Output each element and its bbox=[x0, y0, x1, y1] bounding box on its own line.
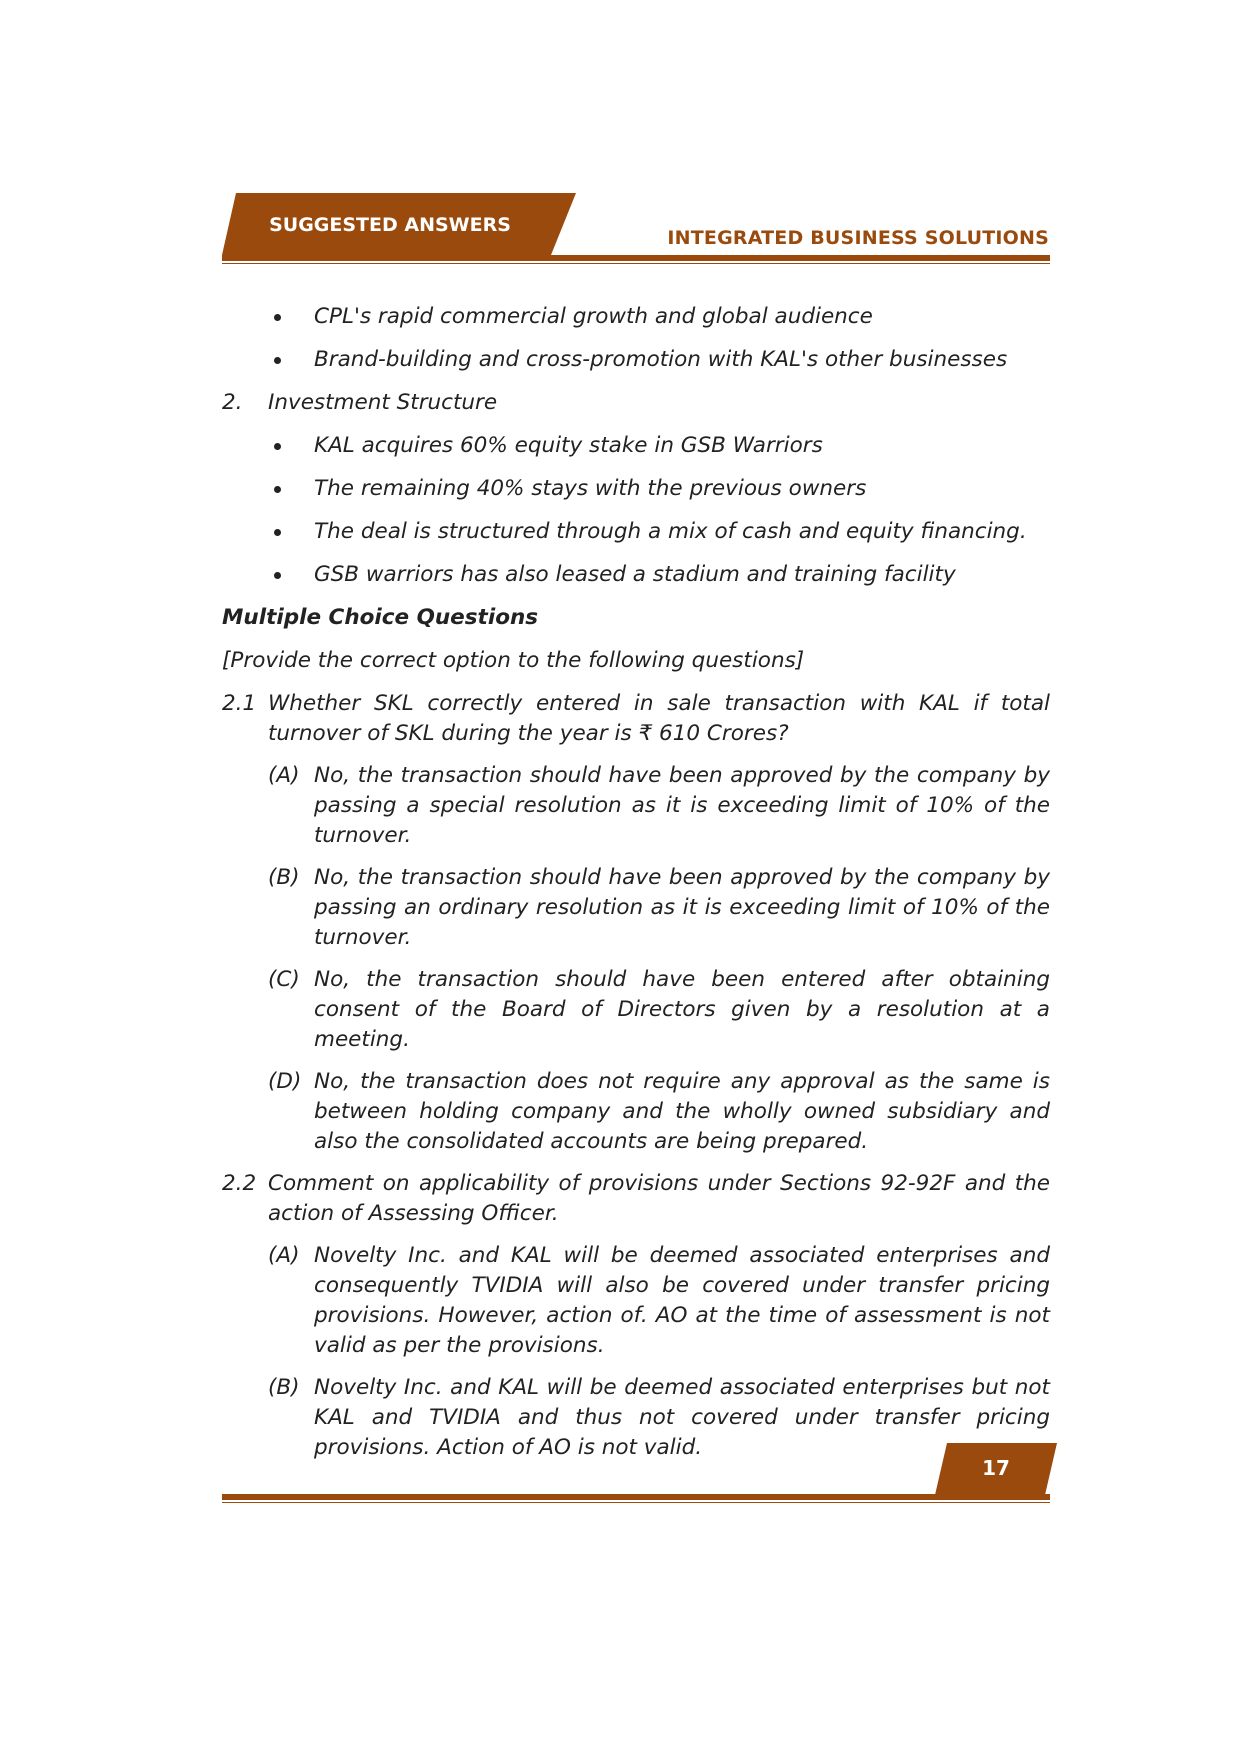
bullet-icon bbox=[274, 314, 281, 321]
page-content bbox=[222, 302, 1050, 1475]
bullet-icon bbox=[274, 486, 281, 493]
mcq-instruction: [Provide the correct option to the following questions] bbox=[222, 648, 805, 673]
answer-option: (B) No, the transaction should have been approved by the company by passing an ordinary resolution as it is exceeding limit of 10% of the turnover. bbox=[268, 865, 1050, 950]
header-right-title: INTEGRATED BUSINESS SOLUTIONS bbox=[667, 227, 1049, 249]
bullet-item: KAL acquires 60% equity stake in GSB Warriors bbox=[222, 431, 1050, 461]
answer-option: (B) Novelty Inc. and KAL will be deemed associated enterprises but not KAL and TVIDIA and thus not covered under transfer pricing provisions. Action of AO is not valid. bbox=[268, 1375, 1050, 1460]
answer-option: (A) Novelty Inc. and KAL will be deemed associated enterprises and consequently TVIDIA will also be covered under transfer pricing provisions. However, action of. AO at the time of assessment is not valid as per the provisions. bbox=[268, 1243, 1050, 1358]
answer-option: (C) No, the transaction should have been entered after obtaining consent of the Board of Directors given by a resolution at a meeting. bbox=[268, 967, 1050, 1052]
bullet-item: CPL's rapid commercial growth and global audience bbox=[222, 302, 1050, 332]
question: 2.2 Comment on applicability of provisions under Sections 92-92F and the action of Assessing Officer. bbox=[222, 1171, 1050, 1226]
bullet-icon bbox=[274, 572, 281, 579]
page-number: 17 bbox=[982, 1456, 1010, 1480]
bullet-icon bbox=[274, 357, 281, 364]
header-rule bbox=[222, 255, 1050, 261]
footer-rule-thin bbox=[222, 1502, 1050, 1503]
bullet-item: The deal is structured through a mix of cash and equity financing. bbox=[222, 517, 1050, 547]
bullet-item: GSB warriors has also leased a stadium and training facility bbox=[222, 560, 1050, 590]
bullet-icon bbox=[274, 529, 281, 536]
bullet-item: Brand-building and cross-promotion with KAL's other businesses bbox=[222, 345, 1050, 375]
header-left-label: SUGGESTED ANSWERS bbox=[269, 214, 511, 236]
section-heading: 2. Investment Structure bbox=[222, 390, 498, 415]
bullet-icon bbox=[274, 443, 281, 450]
mcq-heading: Multiple Choice Questions bbox=[222, 605, 539, 630]
footer-rule bbox=[222, 1494, 1050, 1500]
bullet-item: The remaining 40% stays with the previous owners bbox=[222, 474, 1050, 504]
question: 2.1 Whether SKL correctly entered in sale transaction with KAL if total turnover of SKL during the year is ₹ 610 Crores? bbox=[222, 691, 1050, 746]
answer-option: (D) No, the transaction does not require any approval as the same is between holding company and the wholly owned subsidiary and also the consolidated accounts are being prepared. bbox=[268, 1069, 1050, 1154]
header-rule-thin bbox=[222, 263, 1050, 264]
answer-option: (A) No, the transaction should have been approved by the company by passing a special resolution as it is exceeding limit of 10% of the turnover. bbox=[268, 763, 1050, 848]
